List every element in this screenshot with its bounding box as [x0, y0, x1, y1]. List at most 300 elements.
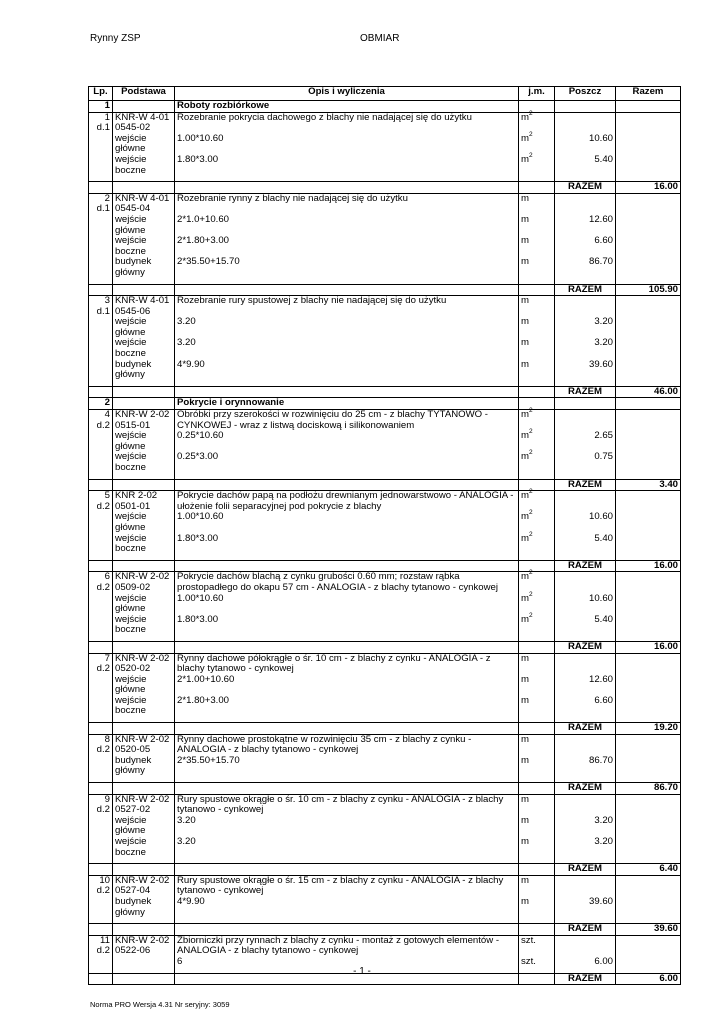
calc-label: budynek główny [113, 756, 175, 777]
sum-empty [89, 924, 113, 936]
calc-formula: 1.80*3.00 [175, 155, 519, 176]
item-unit: $m^2$ [519, 572, 555, 594]
calc-row [89, 696, 681, 717]
calc-unit: m [519, 675, 555, 696]
calc-formula: 2*35.50+15.70 [175, 257, 519, 278]
calc-total [616, 155, 681, 176]
calc-row [89, 615, 681, 636]
table-row [89, 653, 681, 675]
sum-label: RAZEM [555, 284, 616, 296]
sum-value: 19.20 [616, 723, 681, 735]
item-unit: m [519, 653, 555, 675]
calc-total [616, 675, 681, 696]
calc-unit: m [519, 837, 555, 858]
calc-lp [89, 431, 113, 452]
item-value [555, 794, 616, 816]
calc-row [89, 897, 681, 918]
item-description: Rury spustowe okrągłe o śr. 15 cm - z blachy z cynku - ANALOGIA - z blachy tytanowo - cynkowej [175, 875, 519, 897]
calc-formula: 1.00*10.60 [175, 594, 519, 615]
item-value [555, 410, 616, 432]
sum-empty [113, 182, 175, 194]
item-description: Rynny dachowe półokrągłe o śr. 10 cm - z blachy z cynku - ANALOGIA - z blachy tytanowo - cynkowej [175, 653, 519, 675]
sum-empty [519, 182, 555, 194]
sum-row [89, 182, 681, 194]
calc-lp [89, 512, 113, 533]
calc-label: wejście boczne [113, 837, 175, 858]
item-lp: 9 d.2 [89, 794, 113, 816]
item-total [616, 875, 681, 897]
calc-total [616, 696, 681, 717]
calc-unit: m [519, 236, 555, 257]
calc-formula: 0.25*3.00 [175, 452, 519, 473]
calc-row [89, 594, 681, 615]
calc-total [616, 594, 681, 615]
section-unit [519, 101, 555, 113]
item-value [555, 193, 616, 215]
section-total [616, 101, 681, 113]
sum-empty [89, 783, 113, 795]
sum-value: 46.00 [616, 386, 681, 398]
item-lp: 3 d.1 [89, 296, 113, 318]
sum-row [89, 924, 681, 936]
calc-unit: $m^2$ [519, 615, 555, 636]
calc-label: budynek główny [113, 897, 175, 918]
calc-row [89, 675, 681, 696]
sum-empty [113, 864, 175, 876]
item-unit: $m^2$ [519, 112, 555, 134]
sum-empty [175, 182, 519, 194]
calc-unit: m [519, 756, 555, 777]
item-total [616, 572, 681, 594]
sum-empty [89, 560, 113, 572]
calc-label: budynek główny [113, 360, 175, 381]
table-row [89, 935, 681, 957]
item-lp: 1 d.1 [89, 112, 113, 134]
calc-row [89, 134, 681, 155]
calc-lp [89, 897, 113, 918]
section-title: Roboty rozbiórkowe [175, 101, 519, 113]
calc-value: 39.60 [555, 360, 616, 381]
sum-label: RAZEM [555, 479, 616, 491]
section-basis [113, 398, 175, 410]
item-value [555, 296, 616, 318]
calc-value: 5.40 [555, 155, 616, 176]
item-description: Zbiorniczki przy rynnach z blachy z cynku - montaż z gotowych elementów - ANALOGIA - z blachy tytanowo - cynkowej [175, 935, 519, 957]
item-basis: KNR-W 2-02 0522-06 [113, 935, 175, 957]
calc-unit: m [519, 816, 555, 837]
sum-row [89, 864, 681, 876]
calc-label: wejście boczne [113, 696, 175, 717]
calc-formula: 4*9.90 [175, 897, 519, 918]
item-lp: 5 d.2 [89, 491, 113, 513]
item-total [616, 734, 681, 756]
item-description: Rozebranie rury spustowej z blachy nie nadającej się do użytku [175, 296, 519, 318]
item-value [555, 572, 616, 594]
calc-value: 86.70 [555, 756, 616, 777]
table-row [89, 794, 681, 816]
calc-label: wejście boczne [113, 236, 175, 257]
item-unit: m [519, 734, 555, 756]
calc-unit: m [519, 360, 555, 381]
calc-unit: $m^2$ [519, 431, 555, 452]
sum-empty [519, 924, 555, 936]
section-total [616, 398, 681, 410]
calc-unit: m [519, 897, 555, 918]
item-basis: KNR-W 2-02 0515-01 [113, 410, 175, 432]
sum-empty [519, 479, 555, 491]
item-lp: 4 d.2 [89, 410, 113, 432]
sum-value: 16.00 [616, 560, 681, 572]
sum-empty [519, 783, 555, 795]
calc-value: 0.75 [555, 452, 616, 473]
calc-value: 39.60 [555, 897, 616, 918]
section-row [89, 101, 681, 113]
item-basis: KNR-W 2-02 0527-04 [113, 875, 175, 897]
sum-row [89, 560, 681, 572]
table-row [89, 572, 681, 594]
item-total [616, 410, 681, 432]
sum-empty [89, 864, 113, 876]
calc-total [616, 236, 681, 257]
sum-value: 39.60 [616, 924, 681, 936]
table-header-row [89, 87, 681, 101]
item-value [555, 653, 616, 675]
calc-formula: 2*1.00+10.60 [175, 675, 519, 696]
item-lp: 8 d.2 [89, 734, 113, 756]
sum-empty [113, 723, 175, 735]
sum-value: 6.40 [616, 864, 681, 876]
calc-formula: 6 [175, 957, 519, 968]
calc-row [89, 236, 681, 257]
calc-total [616, 816, 681, 837]
calc-formula: 2*1.80+3.00 [175, 236, 519, 257]
sum-label: RAZEM [555, 723, 616, 735]
calc-row [89, 360, 681, 381]
sum-empty [175, 479, 519, 491]
item-unit: $m^2$ [519, 491, 555, 513]
sum-empty [519, 386, 555, 398]
item-description: Pokrycie dachów papą na podłożu drewnianym jednowarstwowo - ANALOGIA - ułożenie folii separacyjnej pod pokrycie z blachy [175, 491, 519, 513]
calc-value: 3.20 [555, 837, 616, 858]
table-row [89, 296, 681, 318]
item-basis: KNR-W 2-02 0509-02 [113, 572, 175, 594]
calc-label: budynek główny [113, 257, 175, 278]
calc-total [616, 756, 681, 777]
table-row [89, 193, 681, 215]
calc-formula: 1.80*3.00 [175, 615, 519, 636]
item-description: Rury spustowe okrągłe o śr. 10 cm - z blachy z cynku - ANALOGIA - z blachy tytanowo - cynkowej [175, 794, 519, 816]
calc-lp [89, 615, 113, 636]
calc-formula: 3.20 [175, 317, 519, 338]
sum-empty [113, 284, 175, 296]
item-description: Rozebranie rynny z blachy nie nadającej się do użytku [175, 193, 519, 215]
calc-lp [89, 756, 113, 777]
item-value [555, 935, 616, 957]
calc-value: 5.40 [555, 615, 616, 636]
sum-empty [113, 479, 175, 491]
item-lp: 11 d.2 [89, 935, 113, 957]
calc-value: 12.60 [555, 215, 616, 236]
page-number: - 1 - [353, 966, 371, 977]
calc-row [89, 431, 681, 452]
calc-unit: $m^2$ [519, 134, 555, 155]
sum-empty [175, 560, 519, 572]
item-description: Pokrycie dachów blachą z cynku grubości 0.60 mm; rozstaw rąbka prostopadłego do okapu 57 cm - ANALOGIA - z blachy tytanowo - cynkowej [175, 572, 519, 594]
item-unit: szt. [519, 935, 555, 957]
calc-lp [89, 257, 113, 278]
column-header: Podstawa [113, 87, 175, 101]
sum-empty [175, 783, 519, 795]
sum-empty [519, 284, 555, 296]
calc-lp [89, 696, 113, 717]
sum-label: RAZEM [555, 386, 616, 398]
item-lp: 6 d.2 [89, 572, 113, 594]
software-version: Norma PRO Wersja 4.31 Nr seryjny: 3059 [90, 1000, 230, 1009]
calc-row [89, 837, 681, 858]
item-total [616, 296, 681, 318]
item-total [616, 794, 681, 816]
sum-empty [89, 284, 113, 296]
item-lp: 2 d.1 [89, 193, 113, 215]
sum-label: RAZEM [555, 783, 616, 795]
item-basis: KNR 2-02 0501-01 [113, 491, 175, 513]
item-description: Rynny dachowe prostokątne w rozwinięciu 35 cm - z blachy z cynku - ANALOGIA - z blachy tytanowo - cynkowej [175, 734, 519, 756]
sum-empty [113, 924, 175, 936]
calc-row [89, 257, 681, 278]
calc-total [616, 452, 681, 473]
calc-label: wejście boczne [113, 338, 175, 359]
calc-formula: 1.80*3.00 [175, 534, 519, 555]
calc-label: wejście główne [113, 215, 175, 236]
calc-total [616, 360, 681, 381]
section-number: 1 [89, 101, 113, 113]
section-title: Pokrycie i orynnowanie [175, 398, 519, 410]
item-unit: $m^2$ [519, 410, 555, 432]
table-row [89, 875, 681, 897]
section-unit [519, 398, 555, 410]
table-row [89, 112, 681, 134]
calc-formula: 3.20 [175, 816, 519, 837]
sum-row [89, 783, 681, 795]
calc-lp [89, 594, 113, 615]
item-basis: KNR-W 2-02 0527-02 [113, 794, 175, 816]
sum-empty [113, 641, 175, 653]
item-description: Obróbki przy szerokości w rozwinięciu do 25 cm - z blachy TYTANOWO - CYNKOWEJ - wraz z listwą dociskową i silikonowaniem [175, 410, 519, 432]
calc-formula: 2*1.80+3.00 [175, 696, 519, 717]
sum-empty [175, 924, 519, 936]
sum-empty [89, 386, 113, 398]
column-header: Poszcz [555, 87, 616, 101]
sum-empty [175, 723, 519, 735]
calc-total [616, 257, 681, 278]
calc-lp [89, 360, 113, 381]
calc-formula: 2*1.0+10.60 [175, 215, 519, 236]
calc-total [616, 215, 681, 236]
column-header: Opis i wyliczenia [175, 87, 519, 101]
calc-value: 10.60 [555, 594, 616, 615]
calc-lp [89, 452, 113, 473]
item-total [616, 491, 681, 513]
calc-row [89, 338, 681, 359]
section-basis [113, 101, 175, 113]
calc-label: wejście boczne [113, 534, 175, 555]
sum-label: RAZEM [555, 560, 616, 572]
calc-row [89, 512, 681, 533]
calc-total [616, 837, 681, 858]
section-row [89, 398, 681, 410]
calc-unit: $m^2$ [519, 512, 555, 533]
item-basis: KNR-W 4-01 0545-02 [113, 112, 175, 134]
item-basis: KNR-W 2-02 0520-02 [113, 653, 175, 675]
item-lp: 10 d.2 [89, 875, 113, 897]
column-header: Razem [616, 87, 681, 101]
calc-value: 10.60 [555, 512, 616, 533]
calc-unit: $m^2$ [519, 594, 555, 615]
calc-unit: m [519, 338, 555, 359]
measurement-table [88, 86, 681, 985]
sum-empty [519, 864, 555, 876]
calc-total [616, 338, 681, 359]
column-header: j.m. [519, 87, 555, 101]
calc-value: 3.20 [555, 317, 616, 338]
calc-value: 12.60 [555, 675, 616, 696]
calc-value: 3.20 [555, 338, 616, 359]
calc-total [616, 317, 681, 338]
calc-row [89, 534, 681, 555]
sum-empty [175, 641, 519, 653]
calc-label: wejście główne [113, 816, 175, 837]
sum-label: RAZEM [555, 924, 616, 936]
item-value [555, 491, 616, 513]
sum-empty [519, 641, 555, 653]
calc-label: wejście główne [113, 512, 175, 533]
item-description: Rozebranie pokrycia dachowego z blachy nie nadającej się do użytku [175, 112, 519, 134]
item-basis: KNR-W 4-01 0545-06 [113, 296, 175, 318]
sum-empty [113, 783, 175, 795]
calc-unit: m [519, 215, 555, 236]
calc-total [616, 615, 681, 636]
calc-value: 6.60 [555, 236, 616, 257]
item-basis: KNR-W 4-01 0545-04 [113, 193, 175, 215]
table-row [89, 491, 681, 513]
sum-value: 16.00 [616, 182, 681, 194]
calc-lp [89, 534, 113, 555]
header-title: OBMIAR [360, 33, 400, 44]
sum-empty [89, 641, 113, 653]
sum-label: RAZEM [555, 973, 616, 985]
sum-empty [175, 284, 519, 296]
calc-total [616, 897, 681, 918]
sum-empty [113, 560, 175, 572]
sum-row [89, 641, 681, 653]
calc-label: wejście główne [113, 675, 175, 696]
sum-value: 86.70 [616, 783, 681, 795]
calc-value: 86.70 [555, 257, 616, 278]
item-value [555, 734, 616, 756]
calc-value: 10.60 [555, 134, 616, 155]
calc-row [89, 317, 681, 338]
sum-row [89, 386, 681, 398]
calc-value: 6.00 [555, 957, 616, 968]
item-total [616, 653, 681, 675]
column-header: Lp. [89, 87, 113, 101]
sum-empty [89, 182, 113, 194]
calc-lp [89, 675, 113, 696]
calc-total [616, 512, 681, 533]
table-body [89, 101, 681, 985]
calc-formula: 3.20 [175, 338, 519, 359]
sum-value: 105.90 [616, 284, 681, 296]
sum-value: 3.40 [616, 479, 681, 491]
item-unit: m [519, 875, 555, 897]
calc-label: wejście boczne [113, 452, 175, 473]
calc-label: wejście główne [113, 134, 175, 155]
calc-label: wejście główne [113, 431, 175, 452]
sum-value: 6.00 [616, 973, 681, 985]
calc-row [89, 452, 681, 473]
item-total [616, 112, 681, 134]
sum-empty [175, 864, 519, 876]
calc-label: wejście główne [113, 594, 175, 615]
calc-formula: 0.25*10.60 [175, 431, 519, 452]
sum-label: RAZEM [555, 864, 616, 876]
calc-unit: $m^2$ [519, 534, 555, 555]
sum-empty [89, 723, 113, 735]
item-value [555, 875, 616, 897]
calc-unit: m [519, 257, 555, 278]
calc-label: wejście boczne [113, 155, 175, 176]
calc-unit: $m^2$ [519, 452, 555, 473]
calc-lp [89, 816, 113, 837]
sum-label: RAZEM [555, 641, 616, 653]
calc-row [89, 215, 681, 236]
calc-value: 5.40 [555, 534, 616, 555]
calc-total [616, 431, 681, 452]
calc-lp [89, 215, 113, 236]
item-lp: 7 d.2 [89, 653, 113, 675]
calc-lp [89, 236, 113, 257]
calc-lp [89, 338, 113, 359]
item-basis: KNR-W 2-02 0520-05 [113, 734, 175, 756]
calc-total [616, 534, 681, 555]
sum-row [89, 479, 681, 491]
section-value [555, 398, 616, 410]
calc-row [89, 155, 681, 176]
calc-unit: szt. [519, 957, 555, 968]
sum-row [89, 284, 681, 296]
section-number: 2 [89, 398, 113, 410]
calc-lp [89, 317, 113, 338]
calc-label: wejście główne [113, 317, 175, 338]
calc-lp [89, 155, 113, 176]
item-unit: m [519, 794, 555, 816]
calc-formula: 1.00*10.60 [175, 134, 519, 155]
calc-lp [89, 134, 113, 155]
calc-formula: 3.20 [175, 837, 519, 858]
sum-empty [89, 479, 113, 491]
calc-value: 6.60 [555, 696, 616, 717]
calc-row [89, 816, 681, 837]
sum-empty [519, 723, 555, 735]
item-total [616, 193, 681, 215]
sum-row [89, 723, 681, 735]
sum-label: RAZEM [555, 182, 616, 194]
header-left: Rynny ZSP [90, 33, 141, 44]
item-unit: m [519, 296, 555, 318]
calc-value: 3.20 [555, 816, 616, 837]
calc-formula: 4*9.90 [175, 360, 519, 381]
calc-formula: 2*35.50+15.70 [175, 756, 519, 777]
